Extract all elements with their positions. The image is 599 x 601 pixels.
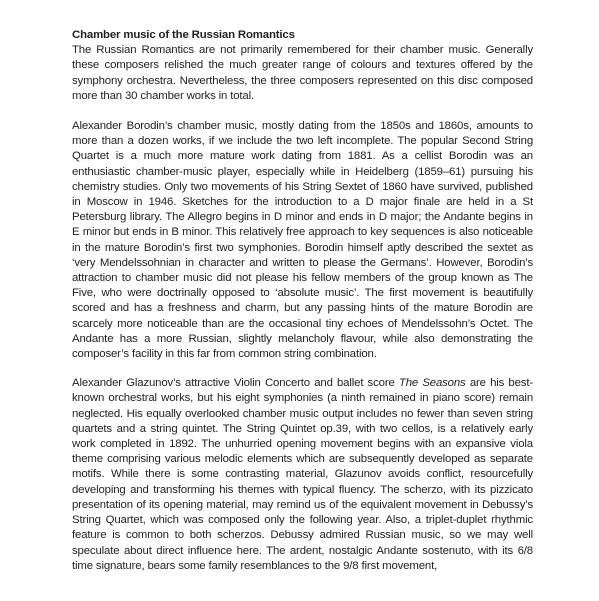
intro-paragraph: The Russian Romantics are not primarily remembered for their chamber music. Generally these composers relished the much greater range of colours and textures offered by the symphony orchestra. Nevertheless, the three composers represented on this disc composed more than 30 chamber works in total. — [72, 44, 533, 102]
glazunov-paragraph — [72, 376, 533, 574]
glazunov-text-after-title: are his best-known orchestral works, but his eight symphonies (a ninth remained in piano score) remain neglected. His equally overlooked chamber music output includes no fewer than seven string quartets and a string quintet. The String Quintet op.39, with two cellos, is a relatively early work completed in 1892. The unhurried opening movement begins with an expansive viola theme comprising various melodic elements which are subsequently developed as separate motifs. While there is some contrasting material, Glazunov avoids conflict, resourcefully developing and transforming his themes with typical fluency. The scherzo, with its pizzicato presentation of its opening material, may remind us of the equivalent movement in Debussy’s String Quartet, which was composed only the following year. Also, a triplet-duplet rhythmic feature is common to both scherzos. Debussy admired Russian music, so we may well speculate about direct influence here. The ardent, nostalgic Andante sostenuto, with its 6/8 time signature, bears some family resemblances to the 9/8 first movement, — [72, 377, 533, 572]
glazunov-text-before-title: Alexander Glazunov’s attractive Violin Concerto and ballet score — [72, 377, 399, 390]
section-heading: Chamber music of the Russian Romantics — [72, 29, 295, 41]
document-page — [72, 28, 533, 574]
work-title-italic: The Seasons — [398, 377, 466, 390]
borodin-paragraph: Alexander Borodin’s chamber music, mostly dating from the 1850s and 1860s, amounts to more than a dozen works, if we include the two left incomplete. The popular Second String Quartet is a much more mature work dating from 1881. As a cellist Borodin was an enthusiastic chamber-music player, especially while in Heidelberg (1859–61) pursuing his chemistry studies. Only two movements of his String Sextet of 1860 have survived, published in Moscow in 1946. Sketches for the introduction to a D major finale are held in a St Petersburg library. The Allegro begins in D minor and ends in D major; the Andante begins in E minor but ends in B minor. This relatively free approach to key sequences is also noticeable in the mature Borodin’s first two symphonies. Borodin himself aptly described the sextet as ‘very Mendelssohnian in character and written to please the Germans’. However, Borodin’s attraction to chamber music did not please his fellow members of the group known as The Five, who were doctrinally opposed to ‘absolute music’. The first movement is beautifully scored and has a freshness and charm, but any passing hints of the mature Borodin are scarcely more noticeable than are the occasional tiny echoes of Mendelssohn’s Octet. The Andante has a more Russian, slightly melancholy flavour, while also demonstrating the composer’s facility in this far from common string combination. — [72, 120, 533, 361]
